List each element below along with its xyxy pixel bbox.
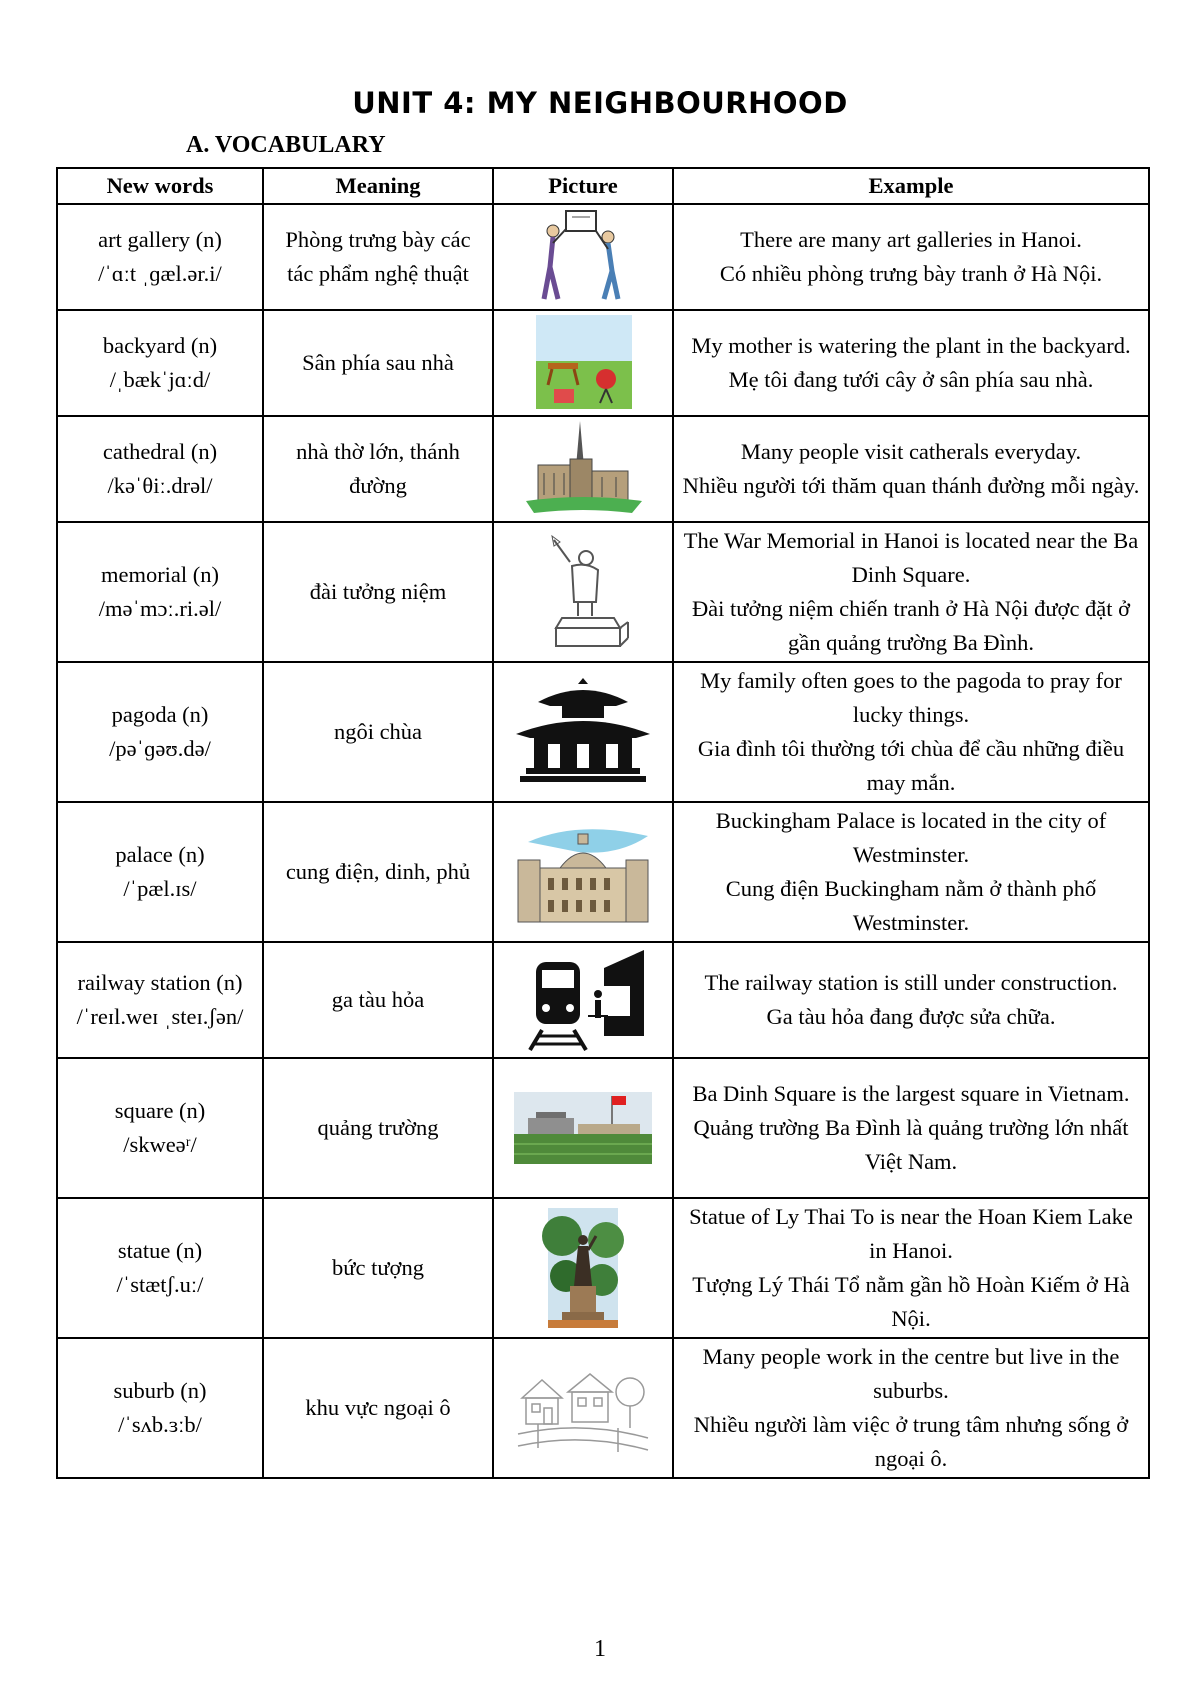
example-cell [673,802,1149,942]
example-vietnamese: Quảng trường Ba Đình là quảng trường lớn nhất Việt Nam. [693,1115,1129,1174]
example-cell [673,204,1149,310]
word: railway station (n) [77,970,243,995]
ipa: /ˈreɪl.weɪ ˌsteɪ.ʃən/ [76,1004,244,1029]
word-cell [57,1058,263,1198]
word-cell [57,1198,263,1338]
word-cell [57,310,263,416]
table-row [57,522,1149,662]
meaning-cell: bức tượng [263,1198,493,1338]
example-english: My family often goes to the pagoda to pray for lucky things. [700,668,1122,727]
word: memorial (n) [100,562,220,587]
word-cell [57,204,263,310]
railway-station-icon [508,946,658,1054]
example-vietnamese: Có nhiều phòng trưng bày tranh ở Hà Nội. [719,261,1103,286]
table-row [57,416,1149,522]
ipa: /pəˈɡəʊ.də/ [109,736,211,761]
ipa: /məˈmɔː.ri.əl/ [98,596,222,621]
header-meaning: Meaning [263,168,493,204]
word-cell [57,1338,263,1478]
ipa: /kəˈθiː.drəl/ [107,473,213,498]
table-header-row [57,168,1149,204]
example-english: There are many art galleries in Hanoi. [740,227,1082,252]
word-cell [57,662,263,802]
square-icon [508,1078,658,1178]
picture-cell [493,204,673,310]
example-vietnamese: Đài tưởng niệm chiến tranh ở Hà Nội được đặt ở gần quảng trường Ba Đình. [691,596,1131,655]
cathedral-icon [508,419,658,519]
example-english: Statue of Ly Thai To is near the Hoan Kiem Lake in Hanoi. [689,1204,1133,1263]
word: pagoda (n) [111,702,209,727]
example-vietnamese: Ga tàu hỏa đang được sửa chữa. [766,1004,1056,1029]
meaning-cell: quảng trường [263,1058,493,1198]
table-row [57,1198,1149,1338]
example-vietnamese: Mẹ tôi đang tưới cây ở sân phía sau nhà. [728,367,1094,392]
ipa: /skweəʳ/ [123,1132,197,1157]
word: statue (n) [117,1238,203,1263]
pagoda-icon [508,672,658,792]
example-vietnamese: Tượng Lý Thái Tổ nằm gần hồ Hoàn Kiếm ở Hà Nội. [692,1272,1130,1331]
memorial-icon [508,532,658,652]
picture-cell [493,522,673,662]
picture-cell [493,1058,673,1198]
header-new-words: New words [57,168,263,204]
meaning-cell: Phòng trưng bày các tác phẩm nghệ thuật [263,204,493,310]
example-vietnamese: Nhiều người làm việc ở trung tâm nhưng sống ở ngoại ô. [693,1412,1129,1471]
header-picture: Picture [493,168,673,204]
picture-cell [493,1198,673,1338]
picture-cell [493,416,673,522]
meaning-cell: ga tàu hỏa [263,942,493,1058]
example-cell [673,416,1149,522]
backyard-icon [508,313,658,413]
meaning-cell: nhà thờ lớn, thánh đường [263,416,493,522]
suburb-icon [508,1358,658,1458]
meaning-cell: khu vực ngoại ô [263,1338,493,1478]
statue-icon [508,1206,658,1330]
table-row [57,310,1149,416]
meaning-cell: ngôi chùa [263,662,493,802]
example-cell [673,310,1149,416]
example-english: Many people visit catherals everyday. [740,439,1082,464]
table-row [57,802,1149,942]
word: palace (n) [115,842,205,867]
section-heading: A. VOCABULARY [186,132,386,158]
word-cell [57,416,263,522]
table-row [57,662,1149,802]
example-cell [673,1338,1149,1478]
ipa: /ˈstætʃ.uː/ [116,1272,204,1297]
example-english: Buckingham Palace is located in the city of Westminster. [715,808,1107,867]
word-cell [57,522,263,662]
ipa: /ˈɑːt ˌɡæl.ər.i/ [98,261,222,286]
page-title: UNIT 4: MY NEIGHBOURHOOD [352,86,848,120]
ipa: /ˈsʌb.ɜːb/ [118,1412,202,1437]
example-cell [673,662,1149,802]
word-cell [57,942,263,1058]
example-english: The War Memorial in Hanoi is located near the Ba Dinh Square. [683,528,1139,587]
picture-cell [493,662,673,802]
ipa: /ˈpæl.ɪs/ [123,876,197,901]
picture-cell [493,1338,673,1478]
art-gallery-icon [508,207,658,307]
table-row [57,204,1149,310]
palace-icon [508,812,658,932]
meaning-cell: đài tưởng niệm [263,522,493,662]
word: backyard (n) [102,333,218,358]
picture-cell [493,942,673,1058]
header-example: Example [673,168,1149,204]
picture-cell [493,310,673,416]
table-row [57,1338,1149,1478]
example-cell [673,522,1149,662]
ipa: /ˌbækˈjɑːd/ [109,367,211,392]
example-vietnamese: Nhiều người tới thăm quan thánh đường mỗi ngày. [682,473,1140,498]
word: suburb (n) [113,1378,207,1403]
example-english: My mother is watering the plant in the backyard. [691,333,1131,358]
word: art gallery (n) [98,227,222,252]
example-cell [673,942,1149,1058]
word: square (n) [114,1098,206,1123]
meaning-cell: Sân phía sau nhà [263,310,493,416]
table-row [57,1058,1149,1198]
example-vietnamese: Gia đình tôi thường tới chùa để cầu những điều may mắn. [697,736,1125,795]
example-cell [673,1198,1149,1338]
table-row [57,942,1149,1058]
vocabulary-table [56,167,1150,1479]
word-cell [57,802,263,942]
word: cathedral (n) [102,439,218,464]
page-number: 1 [594,1636,606,1662]
example-english: The railway station is still under construction. [704,970,1118,995]
example-english: Ba Dinh Square is the largest square in Vietnam. [692,1081,1130,1106]
picture-cell [493,802,673,942]
example-vietnamese: Cung điện Buckingham nằm ở thành phố Westminster. [725,876,1097,935]
example-cell [673,1058,1149,1198]
example-english: Many people work in the centre but live in the suburbs. [702,1344,1120,1403]
meaning-cell: cung điện, dinh, phủ [263,802,493,942]
